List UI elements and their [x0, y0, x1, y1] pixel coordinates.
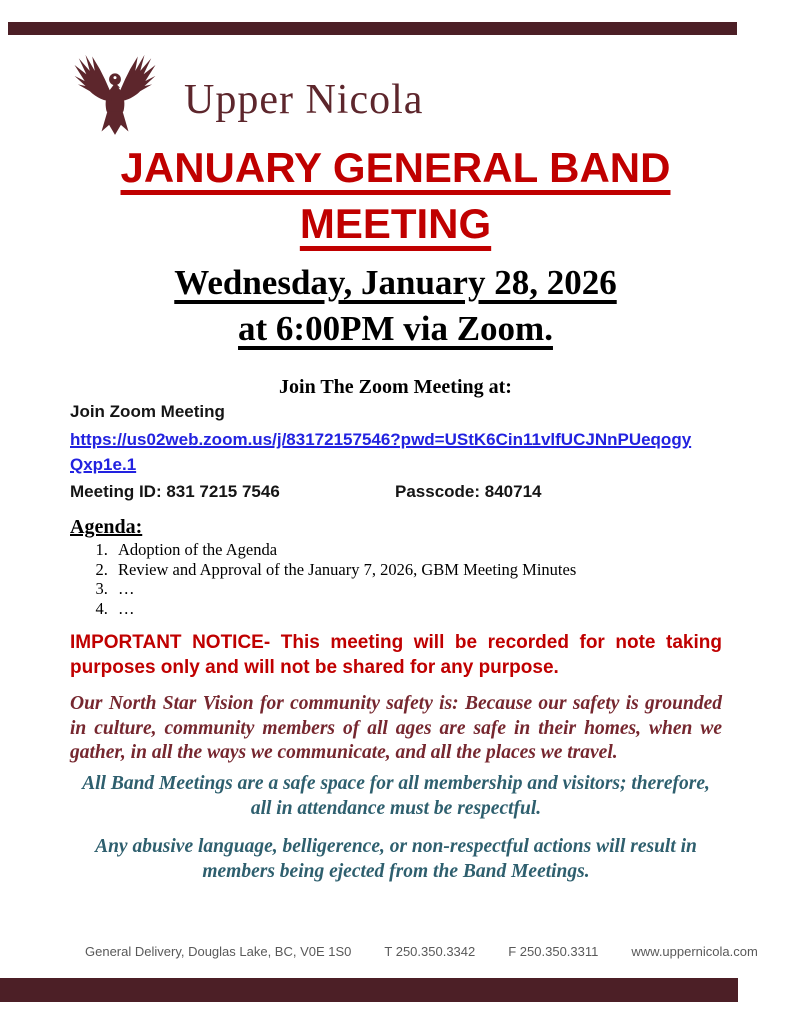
meeting-id [70, 482, 395, 502]
agenda-list [70, 540, 764, 618]
footer-phone: T 250.350.3342 [384, 944, 476, 959]
page-title-line1: JANUARY GENERAL BAND [120, 144, 671, 191]
passcode-label: Passcode: [395, 482, 485, 501]
join-zoom-label: Join Zoom Meeting [70, 402, 225, 421]
bottom-accent-bar [0, 978, 738, 1002]
safe-space-statement: All Band Meetings are a safe space for all membership and visitors; therefore, all in attendance must be respectful. [82, 773, 710, 819]
footer-website: www.uppernicola.com [631, 944, 758, 959]
conduct-statement: Any abusive language, belligerence, or non-respectful actions will result in members being ejected from the Band Meetings. [95, 836, 697, 882]
passcode [395, 482, 542, 502]
join-zoom-heading: Join The Zoom Meeting at: [279, 376, 512, 398]
page-title [0, 140, 791, 252]
agenda-heading: Agenda: [70, 516, 143, 538]
meeting-id-label: Meeting ID: [70, 482, 167, 501]
meeting-date-line1: Wednesday, January 28, 2026 [174, 263, 617, 302]
zoom-link-wrap [70, 427, 722, 477]
zoom-meeting-link-line2[interactable]: Qxp1e.1 [70, 455, 137, 474]
agenda-item: 4. … [112, 599, 764, 619]
meeting-date [0, 260, 791, 352]
north-star-vision: Our North Star Vision for community safety is: Because our safety is grounded in culture, community members of all ages are safe in their homes, when we gather, in all the ways we communicate, and all the places we travel. [70, 693, 722, 763]
passcode-value: 840714 [484, 482, 542, 501]
logo-org-name: Upper Nicola [184, 77, 424, 123]
agenda-item: 3. … [112, 579, 764, 599]
meeting-credentials [70, 482, 722, 502]
zoom-meeting-link[interactable] [70, 427, 722, 477]
meeting-id-value: 831 7215 7546 [166, 482, 280, 501]
agenda-item: 2. Review and Approval of the January 7, 2026, GBM Meeting Minutes [112, 560, 764, 580]
top-accent-bar [8, 22, 737, 35]
footer [85, 944, 758, 959]
logo [56, 50, 423, 144]
agenda-item: 1. Adoption of the Agenda [112, 540, 764, 560]
footer-address: General Delivery, Douglas Lake, BC, V0E 1S0 [85, 944, 352, 959]
important-notice: IMPORTANT NOTICE- This meeting will be recorded for note taking purposes only and will not be shared for any purpose. [70, 632, 722, 678]
page-title-line2: MEETING [299, 200, 492, 247]
zoom-meeting-link-line1[interactable]: https://us02web.zoom.us/j/83172157546?pwd=UStK6Cin11vlfUCJNnPUeqogy [70, 430, 692, 449]
eagle-logo-icon [56, 50, 174, 144]
meeting-date-line2: at 6:00PM via Zoom. [238, 309, 553, 348]
footer-fax: F 250.350.3311 [508, 944, 599, 959]
